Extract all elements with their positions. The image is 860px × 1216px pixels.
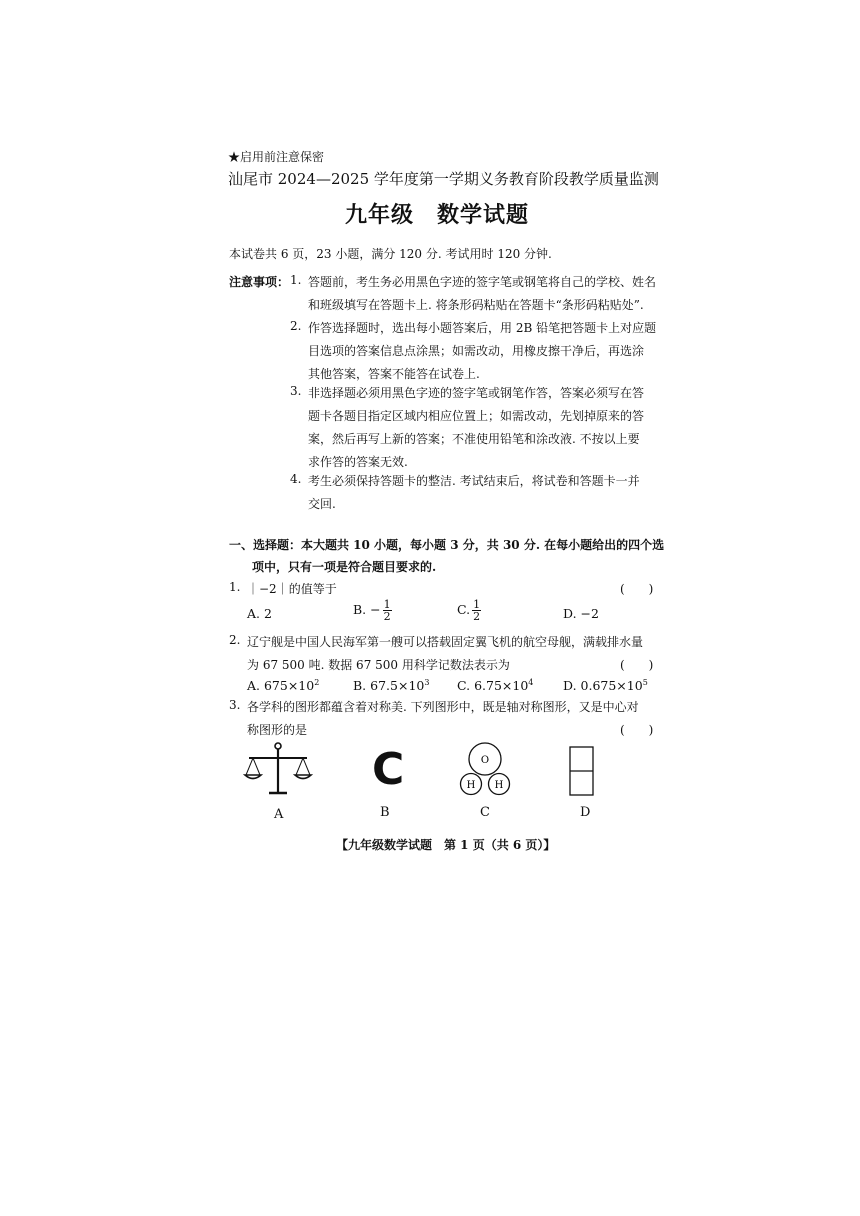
question-stem: 辽宁舰是中国人民海军第一艘可以搭载固定翼飞机的航空母舰，满载排水量 <box>247 635 644 649</box>
figure-label-d: D <box>580 805 591 820</box>
option-d-base: D. 0.675×10 <box>563 678 643 694</box>
notice-line: 和班级填写在答题卡上. 将条形码粘贴在答题卡“条形码粘贴处”. <box>308 298 644 312</box>
exam-title: 汕尾市 2024—2025 学年度第一学期义务教育阶段教学质量监测 <box>228 170 659 188</box>
question-stem-cont: 称图形的是 <box>247 723 308 737</box>
notice-item-no: 4. <box>290 472 302 486</box>
stacked-squares-figure <box>568 745 598 797</box>
option-d: D. −2 <box>563 606 599 621</box>
option-c-base: C. 6.75×10 <box>457 678 529 694</box>
notice-line: 其他答案，答案不能答在试卷上. <box>308 367 480 381</box>
fraction-denominator: 2 <box>383 610 391 623</box>
option-c-prefix: C. <box>457 602 471 617</box>
option-c <box>457 599 481 622</box>
water-molecule-icon <box>455 740 517 800</box>
figure-label-a: A <box>274 807 284 822</box>
question-number: 2. <box>229 633 241 647</box>
notice-line: 求作答的答案无效. <box>308 455 408 469</box>
question-number: 1. <box>229 580 241 594</box>
notice-line: 非选择题必须用黑色字迹的签字笔或钢笔作答，答案必须写在答 <box>308 386 645 400</box>
figure-label-b: B <box>380 805 390 820</box>
fraction-numerator: 1 <box>383 598 391 611</box>
option-a <box>247 678 319 693</box>
option-b-base: B. 67.5×10 <box>353 678 425 694</box>
fraction <box>472 599 481 622</box>
atom-o-label: O <box>480 755 490 766</box>
option-d <box>563 678 648 693</box>
option-b <box>353 678 429 693</box>
question-number: 3. <box>229 698 241 712</box>
notice-item-no: 1. <box>290 273 302 287</box>
question-stem: ｜−2｜的值等于 <box>247 582 337 596</box>
notice-line: 考生必须保持答题卡的整洁. 考试结束后，将试卷和答题卡一并 <box>308 474 640 488</box>
fraction-numerator: 1 <box>473 598 481 611</box>
page-footer: 【九年级数学试题 第 1 页（共 6 页）】 <box>336 838 556 852</box>
notice-item-no: 2. <box>290 319 302 333</box>
option-b-exponent: 3 <box>424 678 430 687</box>
notice-line: 案，然后再写上新的答案；不准使用铅笔和涂改液. 不按以上要 <box>308 432 640 446</box>
notice-label: 注意事项： <box>229 275 290 289</box>
exam-intro: 本试卷共 6 页，23 小题，满分 120 分. 考试用时 120 分钟. <box>229 247 552 261</box>
option-a-exponent: 2 <box>314 678 320 687</box>
option-b <box>353 599 392 622</box>
atom-h-label: H <box>466 780 476 791</box>
option-b-prefix: B. − <box>353 602 381 617</box>
option-c <box>457 678 533 693</box>
confidential-note: ★启用前注意保密 <box>228 150 325 164</box>
figure-label-c: C <box>480 805 490 820</box>
question-stem-cont: 为 67 500 吨. 数据 67 500 用科学记数法表示为 <box>247 658 510 672</box>
option-a: A. 2 <box>247 606 272 621</box>
fraction-denominator: 2 <box>473 610 481 623</box>
option-a-base: A. 675×10 <box>247 678 315 694</box>
notice-line: 答题前，考生务必用黑色字迹的签字笔或钢笔将自己的学校、姓名 <box>308 275 657 289</box>
option-c-exponent: 4 <box>528 678 534 687</box>
section-heading: 一、选择题：本大题共 10 小题，每小题 3 分，共 30 分. 在每小题给出的四个选 <box>229 538 665 552</box>
answer-paren: ( ) <box>620 658 654 672</box>
answer-paren: ( ) <box>620 723 654 737</box>
notice-line: 目选项的答案信息点涂黑；如需改动，用橡皮擦干净后，再选涂 <box>308 344 645 358</box>
letter-c-figure: C <box>372 744 405 795</box>
section-heading-cont: 项中，只有一项是符合题目要求的. <box>252 560 437 574</box>
notice-line: 交回. <box>308 497 336 511</box>
notice-item-no: 3. <box>290 384 302 398</box>
fraction <box>383 599 392 622</box>
atom-h-label: H <box>494 780 504 791</box>
option-d-exponent: 5 <box>642 678 648 687</box>
notice-line: 题卡各题目指定区域内相应位置上；如需改动，先划掉原来的答 <box>308 409 645 423</box>
question-stem: 各学科的图形都蕴含着对称美. 下列图形中，既是轴对称图形，又是中心对 <box>247 700 639 714</box>
answer-paren: ( ) <box>620 582 654 596</box>
exam-subtitle: 九年级 数学试题 <box>345 202 530 228</box>
notice-line: 作答选择题时，选出每小题答案后，用 2B 铅笔把答题卡上对应题 <box>308 321 657 335</box>
balance-scale-icon <box>243 738 313 800</box>
